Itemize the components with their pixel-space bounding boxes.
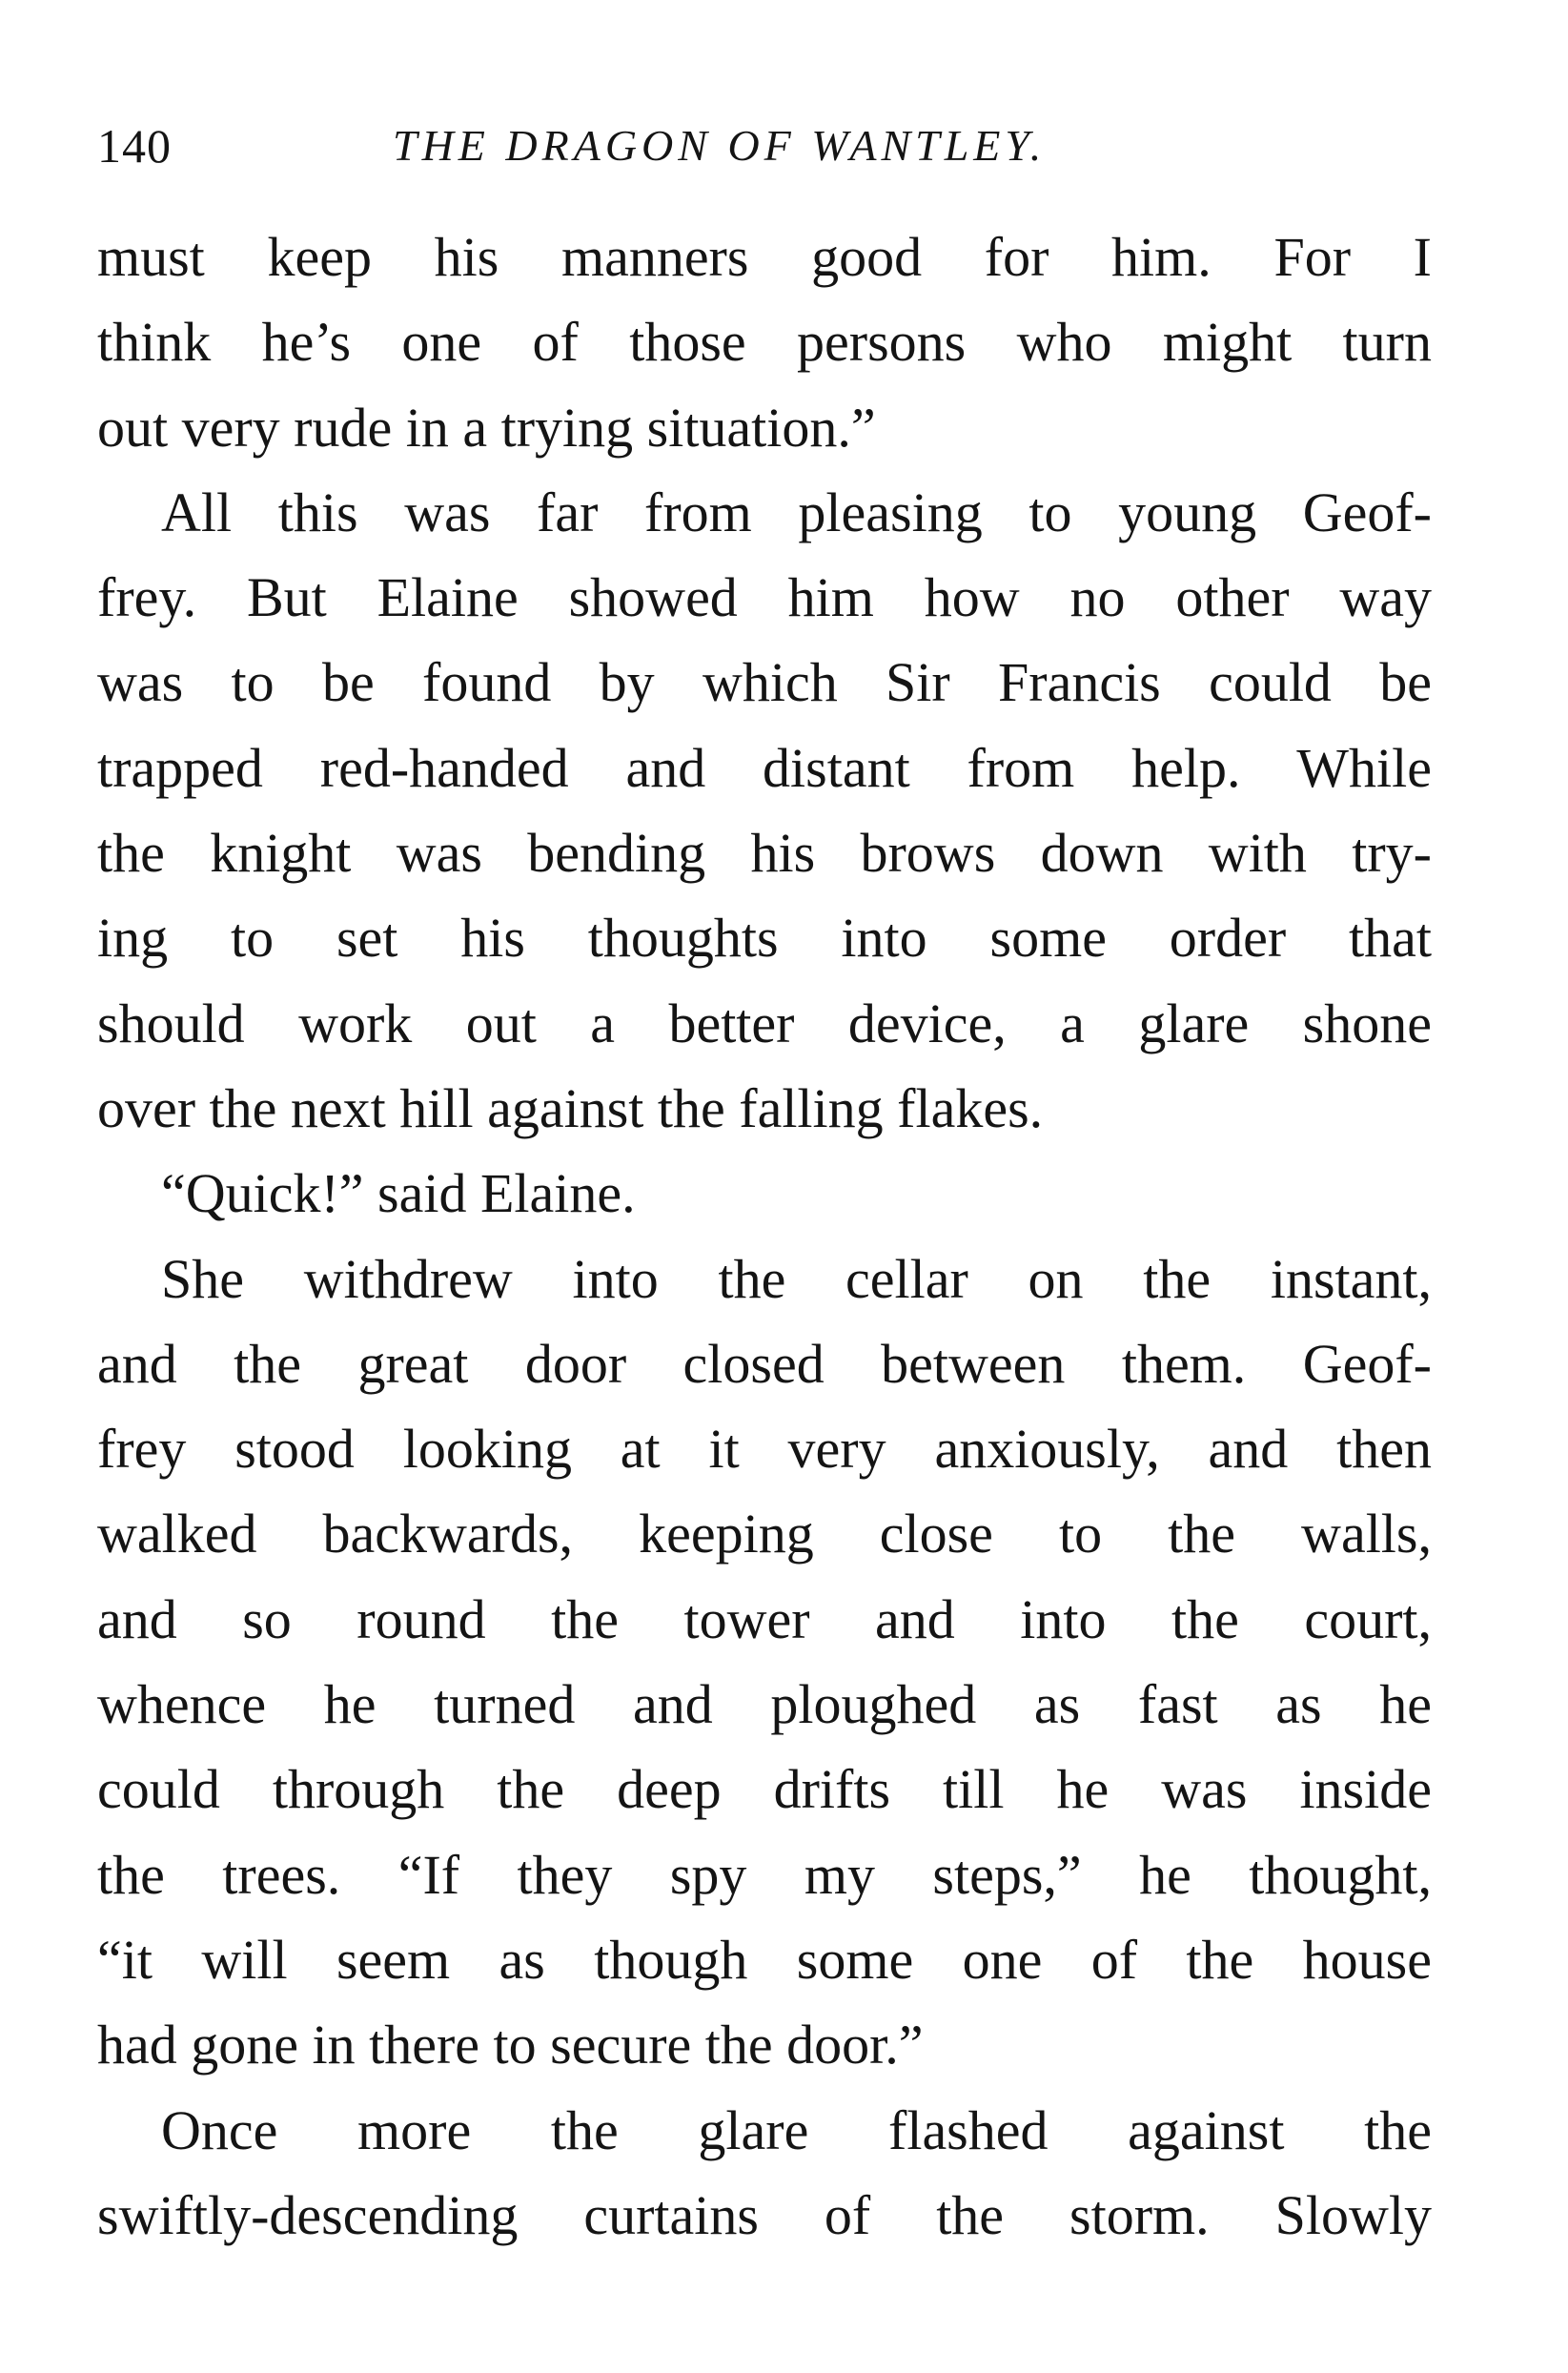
text-line: “it will seem as though some one of the house	[97, 1928, 1432, 1991]
text-line: trapped red-handed and distant from help. While	[97, 736, 1432, 799]
body-text	[97, 215, 1432, 2258]
text-line: “Quick!” said Elaine.	[161, 1162, 636, 1225]
text-line: over the next hill against the falling flakes.	[97, 1076, 1044, 1139]
text-line: out very rude in a trying situation.”	[97, 396, 876, 459]
text-line: walked backwards, keeping close to the walls,	[97, 1503, 1432, 1565]
page-number: 140	[97, 119, 172, 173]
text-line: should work out a better device, a glare shone	[97, 992, 1432, 1054]
text-line: whence he turned and ploughed as fast as he	[97, 1673, 1432, 1736]
text-line: and the great door closed between them. Geof-	[97, 1332, 1432, 1395]
text-line: ing to set his thoughts into some order that	[97, 907, 1432, 970]
text-line: must keep his manners good for him. For I	[97, 226, 1432, 288]
text-line: frey. But Elaine showed him how no other way	[97, 566, 1432, 629]
text-line: All this was far from pleasing to young Geof-	[161, 481, 1432, 543]
text-line: She withdrew into the cellar on the instant,	[161, 1247, 1432, 1310]
text-line: Once more the glare flashed against the	[161, 2098, 1432, 2161]
text-line: think he’s one of those persons who might turn	[97, 311, 1432, 374]
page-header	[97, 113, 1432, 179]
running-title: THE DRAGON OF WANTLEY.	[393, 121, 1047, 170]
text-line: the knight was bending his brows down with try-	[97, 822, 1432, 885]
text-line: was to be found by which Sir Francis could be	[97, 651, 1432, 714]
text-line: the trees. “If they spy my steps,” he thought,	[97, 1843, 1432, 1906]
text-line: could through the deep drifts till he was inside	[97, 1758, 1432, 1821]
text-line: swiftly-descending curtains of the storm. Slowly	[97, 2183, 1432, 2246]
text-line: had gone in there to secure the door.”	[97, 2014, 924, 2076]
text-line: frey stood looking at it very anxiously, and then	[97, 1418, 1432, 1481]
text-line: and so round the tower and into the court,	[97, 1587, 1432, 1650]
